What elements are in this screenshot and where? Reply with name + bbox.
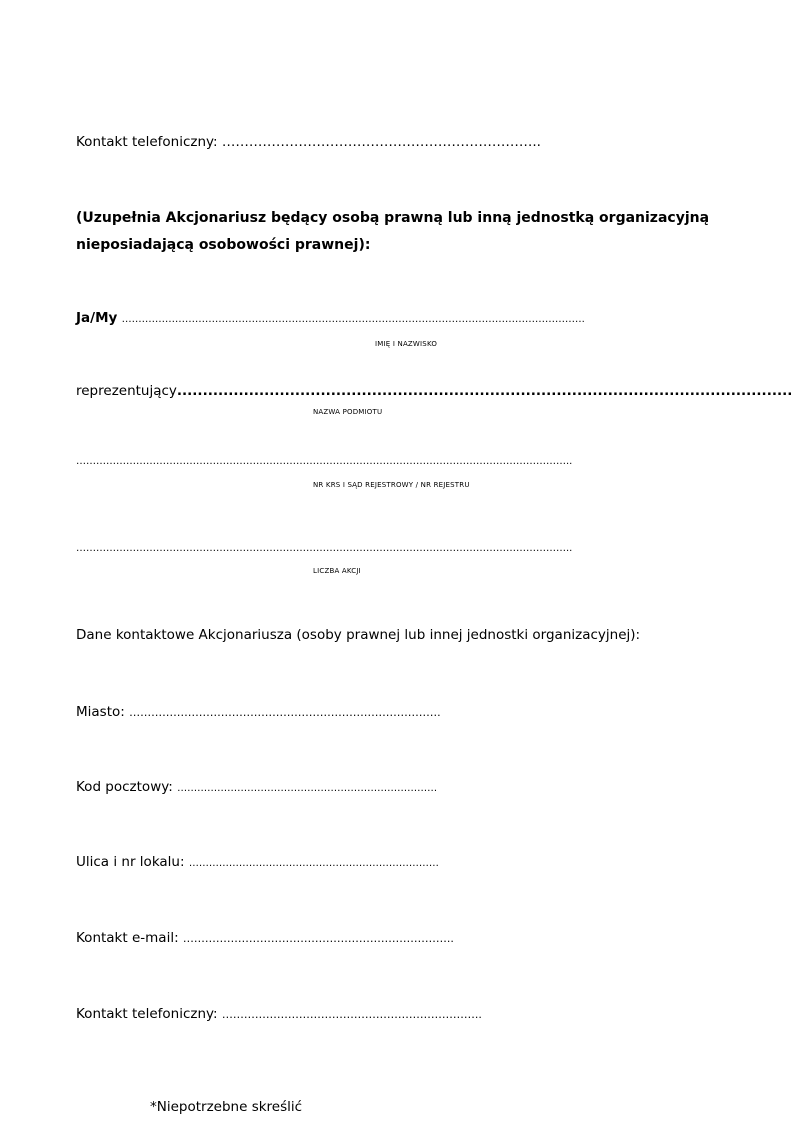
city-row bbox=[76, 703, 441, 722]
email-label: Kontakt e-mail: bbox=[76, 930, 179, 946]
ja-my-caption: IMIĘ I NAZWISKO bbox=[375, 340, 438, 348]
ja-my-field[interactable]: …………………………………………………………………………………………………………………………. bbox=[121, 314, 585, 325]
krs-row bbox=[76, 453, 572, 471]
postal-field[interactable]: …………………………………………………………………… bbox=[177, 783, 438, 794]
phone-top-label: Kontakt telefoniczny: bbox=[76, 134, 218, 150]
street-label: Ulica i nr lokalu: bbox=[76, 854, 185, 870]
phone-top-field[interactable]: …………………………………………………………….. bbox=[221, 134, 541, 150]
footnote: *Niepotrzebne skreślić bbox=[150, 1099, 303, 1115]
email-field[interactable]: ……………………………………………………………….. bbox=[182, 932, 454, 945]
legal-entity-heading: (Uzupełnia Akcjonariusz będący osobą prawną lub inną jednostką organizacyjną nieposiadającą osobowości prawnej): bbox=[76, 210, 710, 253]
ja-my-label: Ja/My bbox=[76, 310, 118, 326]
representing-row bbox=[76, 382, 792, 400]
postal-label: Kod pocztowy: bbox=[76, 779, 173, 795]
krs-field[interactable]: ………………………………………………………………………………………………………………………………….. bbox=[76, 456, 573, 467]
contact-heading: Dane kontaktowe Akcjonariusza (osoby prawnej lub innej jednostki organizacyjnej): bbox=[76, 627, 641, 643]
email-row bbox=[76, 929, 454, 948]
street-field[interactable]: ………………………………………………………………… bbox=[188, 858, 439, 869]
representing-field[interactable]: ........................................................................................................................ bbox=[176, 383, 793, 399]
representing-caption: NAZWA PODMIOTU bbox=[313, 408, 383, 416]
postal-row bbox=[76, 778, 437, 798]
phone-top-row bbox=[76, 133, 541, 151]
shares-caption: LICZBA AKCJI bbox=[313, 567, 361, 575]
city-label: Miasto: bbox=[76, 704, 125, 720]
ja-my-row bbox=[76, 309, 585, 329]
phone-bottom-row bbox=[76, 1005, 482, 1024]
phone-bottom-field[interactable]: …………………………………………………………….. bbox=[221, 1008, 482, 1021]
representing-label: reprezentujący bbox=[76, 383, 177, 399]
street-row bbox=[76, 853, 439, 873]
city-field[interactable]: …………………………………………………………………………. bbox=[129, 706, 441, 719]
krs-caption: NR KRS I SĄD REJESTROWY / NR REJESTRU bbox=[313, 481, 470, 489]
phone-bottom-label: Kontakt telefoniczny: bbox=[76, 1006, 218, 1022]
shares-row bbox=[76, 540, 572, 558]
shares-field[interactable]: ………………………………………………………………………………………………………………………………….. bbox=[76, 543, 573, 554]
